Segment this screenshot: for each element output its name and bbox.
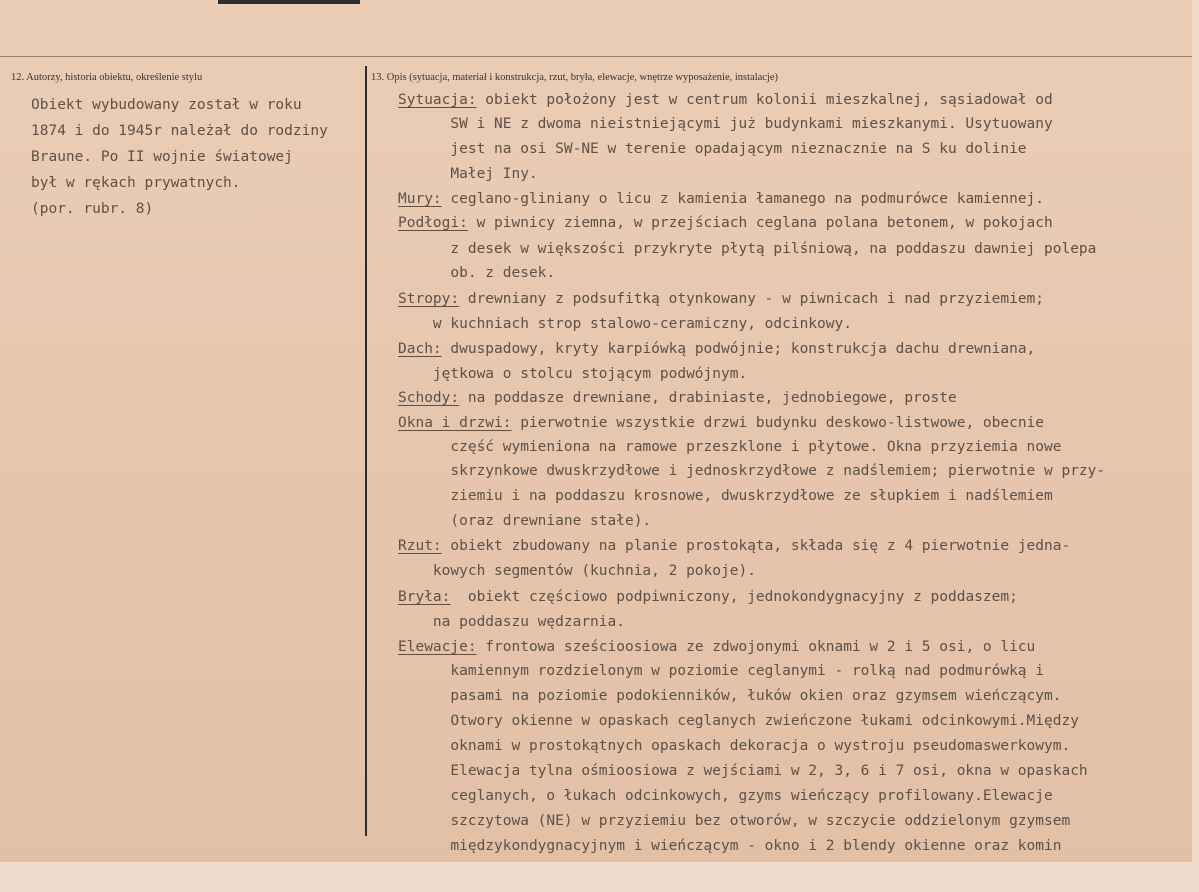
section-12-line: (por. rubr. 8) xyxy=(31,201,154,217)
section-13-heading: 13. Opis (sytuacja, materiał i konstrukcja, rzut, bryła, elewacje, wnętrze wyposażenie, instalacje) xyxy=(371,72,779,83)
section-12-text xyxy=(31,92,367,222)
field-label: Stropy: xyxy=(398,291,460,307)
field-label: Sytuacja: xyxy=(398,92,477,108)
field-text: na poddaszu wędzarnia. xyxy=(398,614,625,630)
field-text: na poddasze drewniane, drabiniaste, jednobiegowe, proste xyxy=(459,390,957,406)
section-12-line: Obiekt wybudowany został w roku xyxy=(31,97,302,113)
section-13-line xyxy=(398,112,1053,136)
section-13-line xyxy=(398,237,1096,261)
section-13-line xyxy=(398,88,1053,112)
field-text: Małej Iny. xyxy=(398,166,538,182)
field-text: międzykondygnacyjnym i wieńczącym - okno i 2 blendy okienne oraz komin xyxy=(398,838,1062,854)
section-13-line xyxy=(398,759,1088,783)
field-label: Schody: xyxy=(398,390,460,406)
section-13-line xyxy=(398,534,1070,558)
field-text: obiekt położony jest w centrum kolonii mieszkalnej, sąsiadował od xyxy=(476,92,1053,108)
page-bottom-edge xyxy=(0,862,1199,892)
section-13-line xyxy=(398,784,1053,808)
section-12-line: był w rękach prywatnych. xyxy=(31,175,241,191)
field-text: oknami w prostokątnych opaskach dekoracja o wystroju pseudomaswerkowym. xyxy=(398,738,1071,754)
field-label: Elewacje: xyxy=(398,639,477,655)
field-text: ceglanych, o łukach odcinkowych, gzyms wieńczący profilowany.Elewacje xyxy=(398,788,1053,804)
field-text: ob. z desek. xyxy=(398,265,556,281)
section-13-line xyxy=(398,312,852,336)
field-text: Otwory okienne w opaskach ceglanych zwieńczone łukami odcinkowymi.Między xyxy=(398,713,1079,729)
field-text: pierwotnie wszystkie drzwi budynku deskowo-listwowe, obecnie xyxy=(511,415,1045,431)
section-13-line xyxy=(398,435,1061,459)
field-text: frontowa sześcioosiowa ze zdwojonymi oknami w 2 i 5 osi, o licu xyxy=(476,639,1036,655)
section-13-line xyxy=(398,610,625,634)
field-text: SW i NE z dwoma nieistniejącymi już budynkami mieszkanymi. Usytuowany xyxy=(398,116,1053,132)
field-text: część wymieniona na ramowe przeszklone i płytowe. Okna przyziemia nowe xyxy=(398,439,1062,455)
field-label: Podłogi: xyxy=(398,215,468,231)
field-label: Dach: xyxy=(398,341,442,357)
field-text: drewniany z podsufitką otynkowany - w piwnicach i nad przyziemiem; xyxy=(459,291,1045,307)
field-text: Elewacja tylna ośmioosiowa z wejściami w 2, 3, 6 i 7 osi, okna w opaskach xyxy=(398,763,1088,779)
field-text: jest na osi SW-NE w terenie opadającym nieznacznie na S ku dolinie xyxy=(398,141,1027,157)
section-13-line xyxy=(398,659,1044,683)
page-right-edge xyxy=(1192,0,1199,892)
section-12-heading: 12. Autorzy, historia obiektu, określenie stylu xyxy=(11,72,203,83)
section-12-line: Braune. Po II wojnie światowej xyxy=(31,149,293,165)
section-13-line xyxy=(398,709,1079,733)
field-text: szczytowa (NE) w przyziemiu bez otworów, w szczycie oddzielonym gzymsem xyxy=(398,813,1071,829)
top-ink-mark xyxy=(218,0,360,4)
section-13-line xyxy=(398,809,1070,833)
section-13-line xyxy=(398,459,1105,483)
field-text: ziemiu i na poddaszu krosnowe, dwuskrzydłowe ze słupkiem i nadślemiem xyxy=(398,488,1053,504)
field-label: Okna i drzwi: xyxy=(398,415,512,431)
section-13-line xyxy=(398,261,555,285)
field-label: Rzut: xyxy=(398,538,442,554)
field-text: skrzynkowe dwuskrzydłowe i jednoskrzydłowe z nadślemiem; pierwotnie w przy- xyxy=(398,463,1106,479)
section-13-line xyxy=(398,559,756,583)
section-13-line xyxy=(398,162,538,186)
section-13-line xyxy=(398,211,1053,235)
field-text: w piwnicy ziemna, w przejściach ceglana polana betonem, w pokojach xyxy=(467,215,1053,231)
section-12-line: 1874 i do 1945r należał do rodziny xyxy=(31,123,328,139)
field-text: jętkowa o stolcu stojącym podwójnym. xyxy=(398,366,748,382)
field-text: dwuspadowy, kryty karpiówką podwójnie; konstrukcja dachu drewniana, xyxy=(441,341,1036,357)
section-13-line xyxy=(398,684,1061,708)
field-text: (oraz drewniane stałe). xyxy=(398,513,652,529)
section-13-line xyxy=(398,834,1061,858)
field-text: w kuchniach strop stalowo-ceramiczny, odcinkowy. xyxy=(398,316,852,332)
field-text: z desek w większości przykryte płytą pilśniową, na poddaszu dawniej polepa xyxy=(398,241,1097,257)
field-label: Mury: xyxy=(398,191,442,207)
section-13-line xyxy=(398,734,1070,758)
section-13-line xyxy=(398,187,1044,211)
section-13-line xyxy=(398,509,651,533)
field-text: kamiennym rozdzielonym w poziomie ceglanymi - rolką nad podmurówką i xyxy=(398,663,1045,679)
section-13-line xyxy=(398,411,1044,435)
field-text: obiekt częściowo podpiwniczony, jednokondygnacyjny z poddaszem; xyxy=(450,589,1018,605)
section-13-line xyxy=(398,635,1035,659)
field-text: pasami na poziomie podokienników, łuków okien oraz gzymsem wieńczącym. xyxy=(398,688,1062,704)
section-13-line xyxy=(398,137,1027,161)
field-label: Bryła: xyxy=(398,589,451,605)
header-rule xyxy=(0,56,1199,57)
field-text: kowych segmentów (kuchnia, 2 pokoje). xyxy=(398,563,756,579)
section-13-line xyxy=(398,386,957,410)
section-13-line xyxy=(398,337,1035,361)
section-13-line xyxy=(398,484,1053,508)
field-text: ceglano-gliniany o licu z kamienia łamanego na podmurówce kamiennej. xyxy=(441,191,1045,207)
section-13-line xyxy=(398,362,747,386)
section-13-line xyxy=(398,585,1018,609)
field-text: obiekt zbudowany na planie prostokąta, składa się z 4 pierwotnie jedna- xyxy=(441,538,1071,554)
section-13-line xyxy=(398,287,1044,311)
